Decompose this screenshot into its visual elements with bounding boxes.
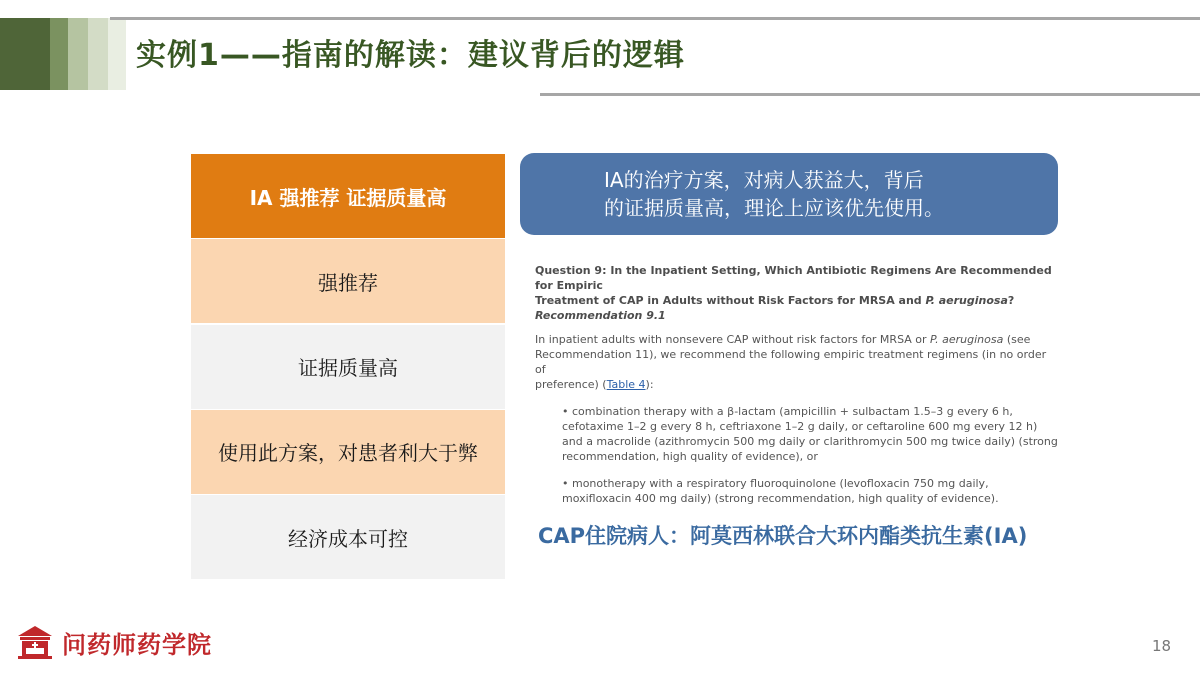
guideline-excerpt <box>535 263 1060 518</box>
table-4-link[interactable]: Table 4 <box>606 378 646 391</box>
bullet-monotherapy: • monotherapy with a respiratory fluoroquinolone (levofloxacin 750 mg daily, moxifloxacin 400 mg daily) (strong recommendation, high quality of evidence). <box>562 477 999 505</box>
table-header-cell: IA 强推荐 证据质量高 <box>191 154 505 238</box>
paragraph-line-3: preference) ( <box>535 378 607 391</box>
conclusion-text: CAP住院病人：阿莫西林联合大环内酯类抗生素(IA) <box>538 524 1028 548</box>
table-row-cost-controllable: 经济成本可控 <box>191 495 505 579</box>
decor-bar-2 <box>50 18 68 90</box>
title-rule-top <box>110 17 1200 20</box>
paragraph-line-2: Recommendation 11), we recommend the following empiric treatment regimens (in no order of <box>535 348 1047 376</box>
table-row-strong-recommendation: 强推荐 <box>191 239 505 323</box>
callout-line-2: 的证据质量高，理论上应该优先使用。 <box>604 196 944 220</box>
table-row-benefit-outweighs-harm: 使用此方案，对患者利大于弊 <box>191 410 505 494</box>
question-line-1: Question 9: In the Inpatient Setting, Which Antibiotic Regimens Are Recommended for Empiric <box>535 264 1052 292</box>
question-mark: ? <box>1007 294 1015 307</box>
paragraph-start: In inpatient adults with nonsevere CAP without risk factors for MRSA or <box>535 333 931 346</box>
school-building-logo-icon <box>16 624 54 660</box>
callout-line-1: IA的治疗方案，对病人获益大，背后 <box>604 168 924 192</box>
paragraph-line-3-end: ): <box>645 378 654 391</box>
bullet-combination-therapy: • combination therapy with a β-lactam (ampicillin + sulbactam 1.5–3 g every 6 h, cefotaxime 1–2 g every 8 h, ceftriaxone 1–2 g daily, or ceftaroline 600 mg every 12 h) and a macrolide (azithromycin 500 mg daily or clarithromycin 500 mg twice daily) (strong recommendation, high quality of evidence), or <box>562 405 1058 463</box>
title-rule-bottom <box>540 93 1200 96</box>
decor-bar-4 <box>88 18 108 90</box>
recommendation-table <box>191 154 505 580</box>
decor-bar-5 <box>108 18 126 90</box>
question-line-2: Treatment of CAP in Adults without Risk Factors for MRSA and <box>535 294 926 307</box>
page-number: 18 <box>1152 637 1172 655</box>
brand-name: 问药师药学院 <box>62 630 212 659</box>
paragraph-see: (see <box>1003 333 1031 346</box>
decor-bar-1 <box>0 18 50 90</box>
brand-logo <box>16 624 212 660</box>
title-decoration-bars <box>0 18 126 90</box>
recommendation-label: Recommendation 9.1 <box>535 309 666 322</box>
decor-bar-3 <box>68 18 88 90</box>
question-organism: P. aeruginosa <box>925 294 1008 307</box>
slide-title: 实例1——指南的解读：建议背后的逻辑 <box>136 38 685 73</box>
paragraph-organism: P. aeruginosa <box>930 333 1004 346</box>
summary-callout <box>520 153 1058 235</box>
table-row-high-quality-evidence: 证据质量高 <box>191 325 505 409</box>
